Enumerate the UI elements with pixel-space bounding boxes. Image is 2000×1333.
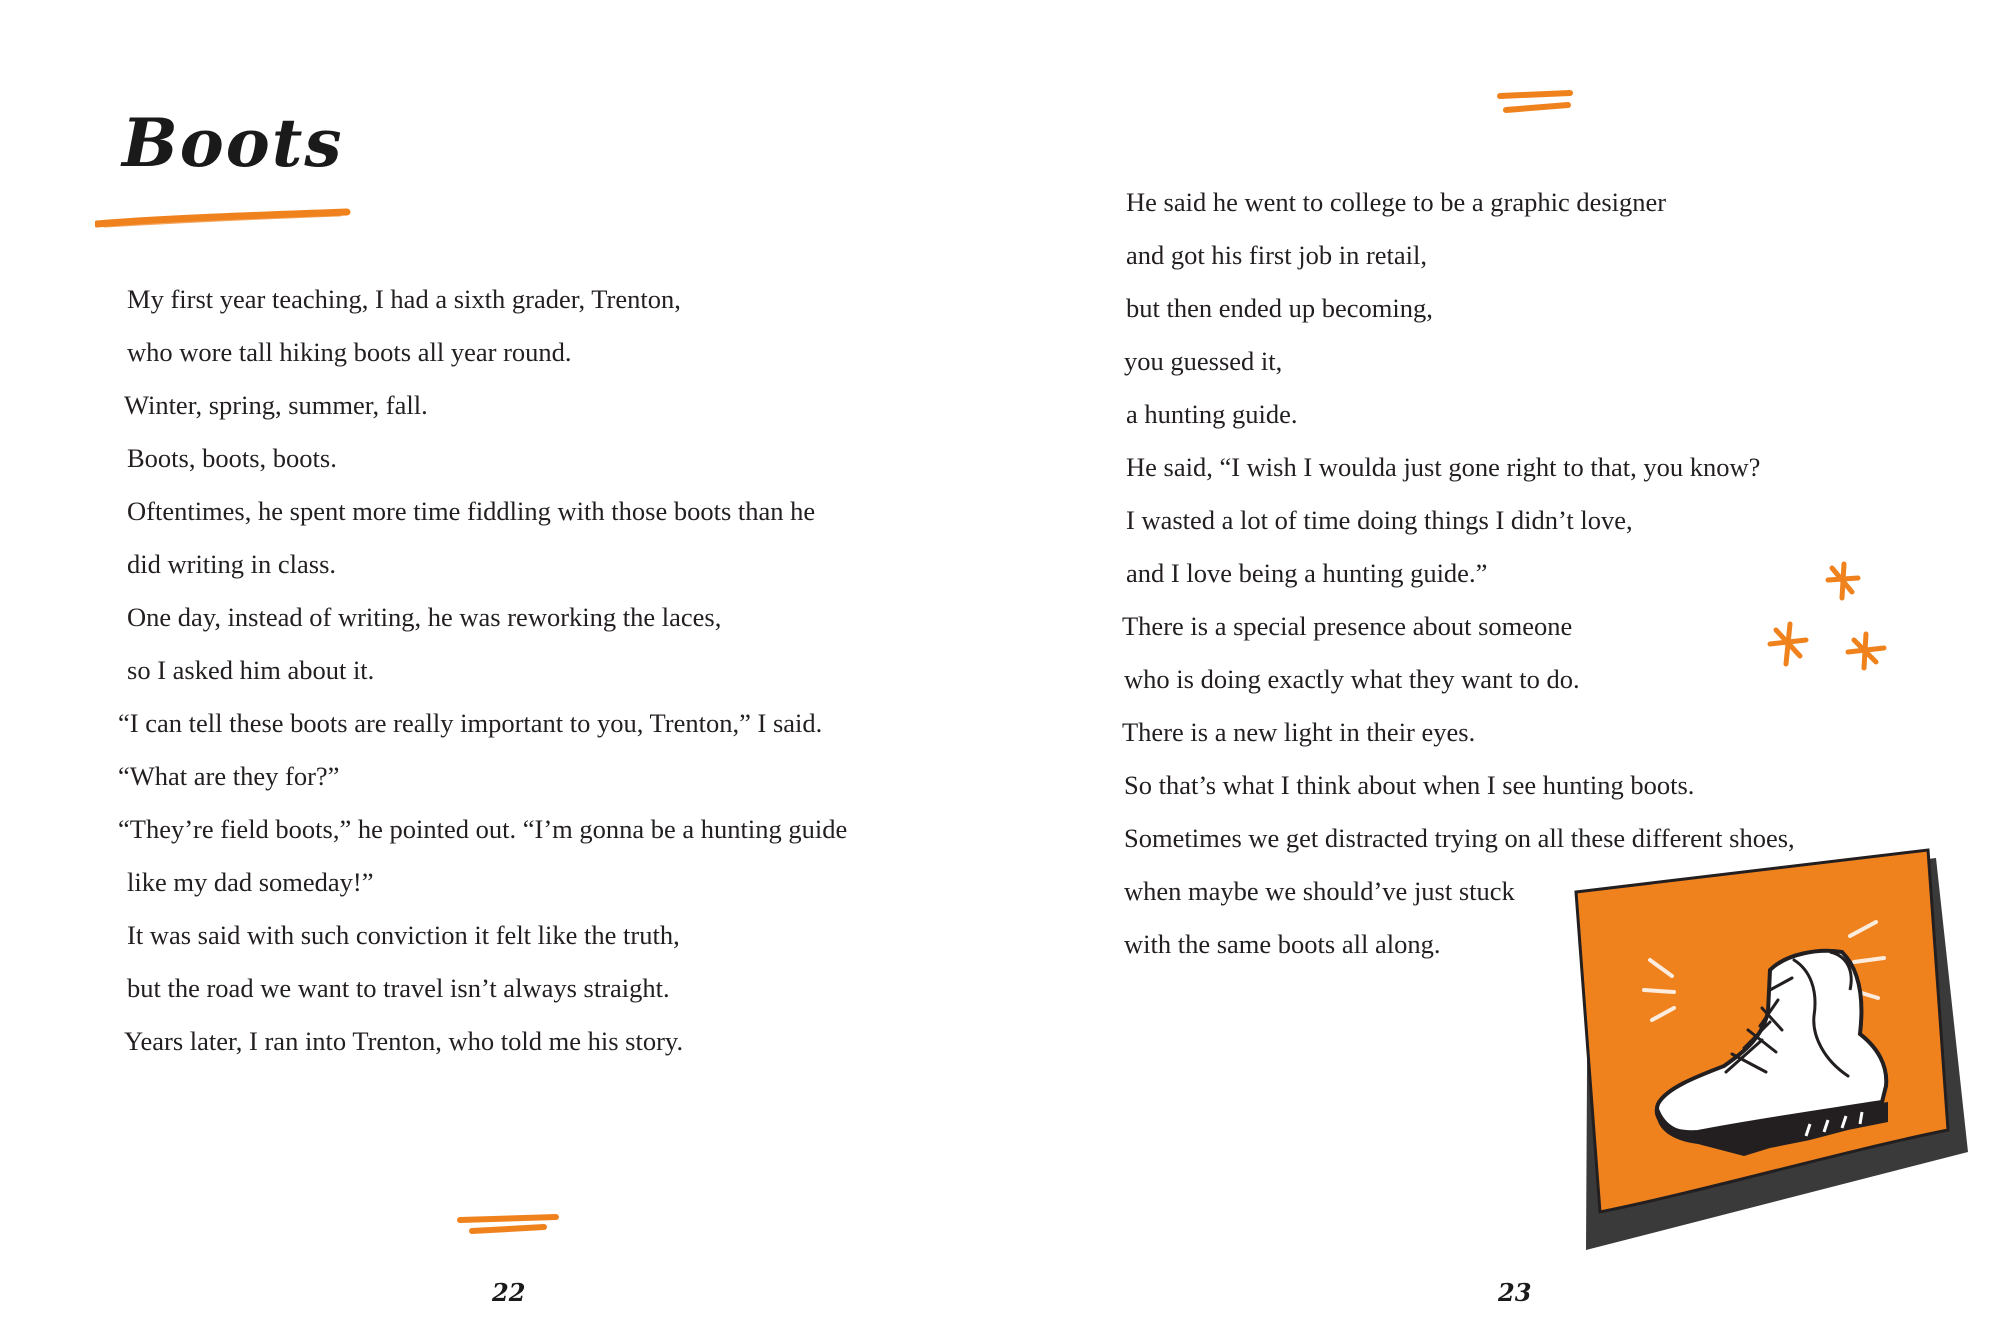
poem-line: “What are they for?” xyxy=(118,761,340,791)
poem-line: My first year teaching, I had a sixth grader, Trenton, xyxy=(127,284,681,314)
orange-dash-stroke xyxy=(1496,87,1576,119)
poem-line: Winter, spring, summer, fall. xyxy=(124,390,428,420)
poem-line: when maybe we should’ve just stuck xyxy=(1124,876,1515,906)
title-underline-stroke xyxy=(95,200,355,230)
poem-line: did writing in class. xyxy=(127,549,337,579)
poem-line: with the same boots all along. xyxy=(1124,929,1441,959)
poem-line: “They’re field boots,” he pointed out. “I’m gonna be a hunting guide xyxy=(118,814,848,844)
poem-line: Years later, I ran into Trenton, who told me his story. xyxy=(124,1026,684,1056)
poem-line: a hunting guide. xyxy=(1126,399,1298,429)
sparkle-stars-icon xyxy=(1760,556,1900,686)
poem-line: There is a special presence about someone xyxy=(1122,611,1573,641)
poem-line: you guessed it, xyxy=(1124,346,1283,376)
poem-line: but the road we want to travel isn’t always straight. xyxy=(127,973,670,1003)
page-number: 22 xyxy=(492,1278,526,1307)
poem-line: and got his first job in retail, xyxy=(1126,240,1428,270)
poem-line: One day, instead of writing, he was reworking the laces, xyxy=(127,602,722,632)
poem-line: There is a new light in their eyes. xyxy=(1122,717,1476,747)
poem-line: So that’s what I think about when I see hunting boots. xyxy=(1124,770,1695,800)
poem-line: He said, “I wish I woulda just gone right to that, you know? xyxy=(1126,452,1761,482)
poem-line: who wore tall hiking boots all year round. xyxy=(127,337,572,367)
poem-line: like my dad someday!” xyxy=(127,867,374,897)
poem-line: I wasted a lot of time doing things I didn’t love, xyxy=(1126,505,1633,535)
page-title: Boots xyxy=(122,104,344,182)
poem-line: Oftentimes, he spent more time fiddling with those boots than he xyxy=(127,496,816,526)
poem-line: Boots, boots, boots. xyxy=(127,443,337,473)
orange-dash-stroke xyxy=(456,1212,562,1236)
poem-line: who is doing exactly what they want to do. xyxy=(1124,664,1580,694)
page-number: 23 xyxy=(1498,1278,1532,1307)
poem-line: It was said with such conviction it felt like the truth, xyxy=(127,920,680,950)
hiking-boot-icon xyxy=(1548,840,1988,1260)
poem-line: He said he went to college to be a graphic designer xyxy=(1126,187,1667,217)
poem-line: but then ended up becoming, xyxy=(1126,293,1433,323)
poem-line: so I asked him about it. xyxy=(127,655,375,685)
poem-line: “I can tell these boots are really important to you, Trenton,” I said. xyxy=(118,708,823,738)
poem-line: Sometimes we get distracted trying on all these different shoes, xyxy=(1124,823,1795,853)
poem-line: and I love being a hunting guide.” xyxy=(1126,558,1488,588)
